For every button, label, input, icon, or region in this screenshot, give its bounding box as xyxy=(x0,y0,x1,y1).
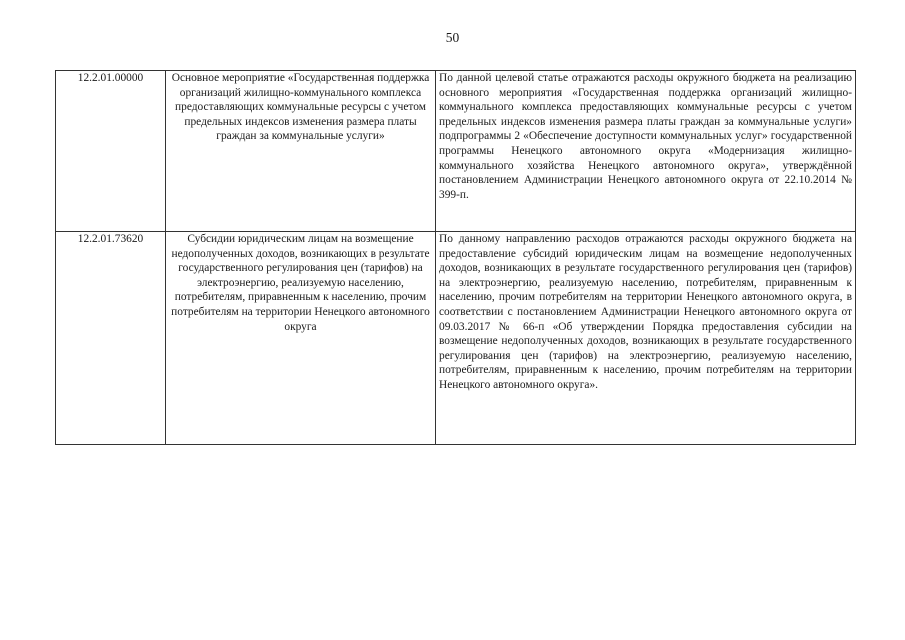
budget-classification-table xyxy=(55,70,856,445)
table-row xyxy=(56,232,856,445)
target-article-description: По данному направлению расходов отражаются расходы окружного бюджета на предоставление субсидий юридическим лицам на возмещение недополученных доходов, возникающих в результате государственного регулирования цен (тарифов) на электроэнергию, реализуемую населению, потребителям, приравненным к населению, прочим потребителям на территории Ненецкого автономного округа, в соответствии с постановлением Администрации Ненецкого автономного округа от 09.03.2017 № 66-п «Об утверждении Порядка предоставления субсидии на возмещение недополученных доходов, возникающих в результате государственного регулирования цен (тарифов) на электроэнергию, реализуемую населению, потребителям, приравненным к населению, прочим потребителям на территории Ненецкого автономного округа». xyxy=(436,232,856,445)
target-article-code: 12.2.01.73620 xyxy=(56,232,166,445)
table-row xyxy=(56,71,856,232)
target-article-description: По данной целевой статье отражаются расходы окружного бюджета на реализацию основного мероприятия «Государственная поддержка организаций жилищно-коммунального комплекса предоставляющих коммунальные ресурсы с учетом предельных индексов изменения размера платы граждан за коммунальные услуги» подпрограммы 2 «Обеспечение доступности коммунальных услуг» государственной программы Ненецкого автономного округа «Модернизация жилищно-коммунального хозяйства Ненецкого автономного округа», утверждённой постановлением Администрации Ненецкого автономного округа от 22.10.2014 № 399-п. xyxy=(436,71,856,232)
target-article-name: Субсидии юридическим лицам на возмещение недополученных доходов, возникающих в результате государственного регулирования цен (тарифов) на электроэнергию, реализуемую населению, потребителям, приравненным к населению, прочим потребителям на территории Ненецкого автономного округа xyxy=(166,232,436,445)
target-article-code: 12.2.01.00000 xyxy=(56,71,166,232)
page-number: 50 xyxy=(445,30,460,45)
target-article-name: Основное мероприятие «Государственная поддержка организаций жилищно-коммунального комплекса предоставляющих коммунальные ресурсы с учетом предельных индексов изменения размера платы граждан за коммунальные услуги» xyxy=(166,71,436,232)
